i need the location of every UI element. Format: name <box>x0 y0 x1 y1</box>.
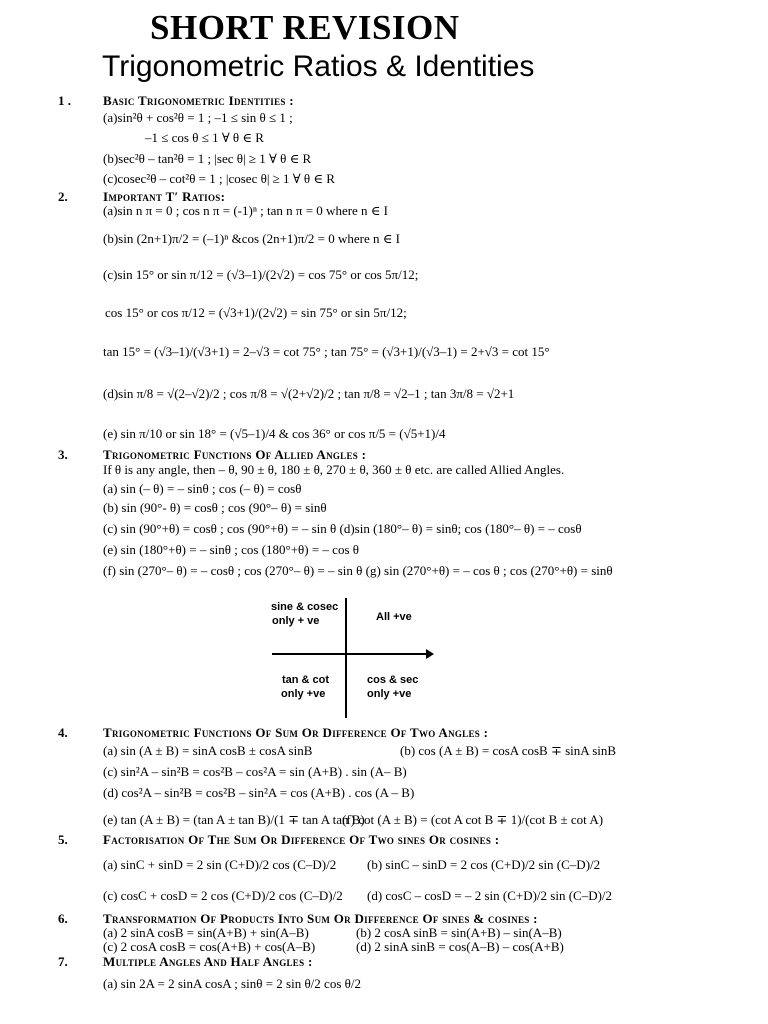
quadrant-2-label: only + ve <box>272 615 320 627</box>
quadrant-4-label: cos & sec <box>367 674 419 686</box>
section-number: 2. <box>58 189 68 204</box>
identity-line: (c)sin 15° or sin π/12 = (√3–1)/(2√2) = cos 75° or cos 5π/12; <box>103 267 419 282</box>
section-number: 3. <box>58 447 68 462</box>
quadrant-3-label: tan & cot <box>282 674 330 686</box>
section-number: 5. <box>58 832 68 847</box>
identity-line: (b)sec²θ – tan²θ = 1 ; |sec θ| ≥ 1 ∀ θ ∈ R <box>103 151 312 166</box>
identity-line: tan 15° = (√3–1)/(√3+1) = 2–√3 = cot 75° ; tan 75° = (√3+1)/(√3–1) = 2+√3 = cot 15° <box>103 344 550 359</box>
page-title: SHORT REVISION <box>150 8 460 47</box>
identity-line: (e) sin (180°+θ) = – sinθ ; cos (180°+θ) = – cos θ <box>103 542 359 557</box>
identity-line: cos 15° or cos π/12 = (√3+1)/(2√2) = sin 75° or sin 5π/12; <box>105 305 407 320</box>
identity-line: (a) 2 sinA cosB = sin(A+B) + sin(A–B) <box>103 925 309 940</box>
identity-line: (a)sin n π = 0 ; cos n π = (-1)ⁿ ; tan n π = 0 where n ∈ I <box>103 203 389 218</box>
section-heading: Transformation Of Products Into Sum Or Difference Of sines & cosines : <box>103 911 538 926</box>
identity-line: (b) 2 cosA sinB = sin(A+B) – sin(A–B) <box>356 925 562 940</box>
section-number: 6. <box>58 911 68 926</box>
identity-line: (d) 2 sinA sinB = cos(A–B) – cos(A+B) <box>356 939 564 954</box>
identity-line: (e) sin π/10 or sin 18° = (√5–1)/4 & cos 36° or cos π/5 = (√5+1)/4 <box>103 426 446 441</box>
identity-line: (c) sin (90°+θ) = cosθ ; cos (90°+θ) = – sin θ (d)sin (180°– θ) = sinθ; cos (180°– θ) = – cosθ <box>103 521 582 536</box>
identity-line: (d) cosC – cosD = – 2 sin (C+D)/2 sin (C–D)/2 <box>367 888 613 903</box>
section-intro: If θ is any angle, then – θ, 90 ± θ, 180 ± θ, 270 ± θ, 360 ± θ etc. are called Allied Angles. <box>103 462 565 477</box>
quadrant-2-label: sine & cosec <box>271 601 339 613</box>
section-number: 7. <box>58 954 68 969</box>
section-heading: Trigonometric Functions Of Sum Or Difference Of Two Angles : <box>103 725 489 740</box>
vertical-axis <box>345 598 347 718</box>
identity-line: (c) 2 cosA cosB = cos(A+B) + cos(A–B) <box>103 939 316 954</box>
identity-line: (a) sinC + sinD = 2 sin (C+D)/2 cos (C–D)/2 <box>103 857 337 872</box>
identity-line: (c)cosec²θ – cot²θ = 1 ; |cosec θ| ≥ 1 ∀ θ ∈ R <box>103 171 335 186</box>
identity-line: (b) sinC – sinD = 2 cos (C+D)/2 sin (C–D)/2 <box>367 857 601 872</box>
section-heading: Trigonometric Functions Of Allied Angles : <box>103 447 367 462</box>
section-heading: Basic Trigonometric Identities : <box>103 93 294 108</box>
identity-line: (b)sin (2n+1)π/2 = (–1)ⁿ &cos (2n+1)π/2 = 0 where n ∈ I <box>103 231 400 246</box>
section-heading: Important T′ Ratios: <box>103 189 226 204</box>
arrow-head <box>426 649 434 659</box>
identity-line: (b) sin (90°- θ) = cosθ ; cos (90°– θ) = sinθ <box>103 500 327 515</box>
page-subtitle: Trigonometric Ratios & Identities <box>102 50 535 83</box>
section-number: 4. <box>58 725 68 740</box>
quadrant-3-label: only +ve <box>281 688 326 700</box>
identity-line: (a) sin 2A = 2 sinA cosA ; sinθ = 2 sin θ/2 cos θ/2 <box>103 976 361 991</box>
identity-line: (f) cot (A ± B) = (cot A cot B ∓ 1)/(cot B ± cot A) <box>342 812 604 827</box>
identity-line: (a)sin²θ + cos²θ = 1 ; –1 ≤ sin θ ≤ 1 ; <box>103 110 293 125</box>
quadrant-diagram <box>270 598 436 718</box>
section-heading: Factorisation Of The Sum Or Difference Of Two sines Or cosines : <box>103 832 500 847</box>
section-number: 1 . <box>58 93 71 108</box>
section-heading: Multiple Angles And Half Angles : <box>103 954 313 969</box>
identity-line: (e) tan (A ± B) = (tan A ± tan B)/(1 ∓ tan A tan B) <box>103 812 365 827</box>
identity-line: (a) sin (A ± B) = sinA cosB ± cosA sinB <box>103 743 313 758</box>
horizontal-axis <box>272 653 428 655</box>
identity-line: (c) sin²A – sin²B = cos²B – cos²A = sin (A+B) . sin (A– B) <box>103 764 407 779</box>
identity-line: (a) sin (– θ) = – sinθ ; cos (– θ) = cosθ <box>103 481 302 496</box>
identity-line: –1 ≤ cos θ ≤ 1 ∀ θ ∈ R <box>145 130 264 145</box>
identity-line: (d) cos²A – sin²B = cos²B – sin²A = cos (A+B) . cos (A – B) <box>103 785 415 800</box>
quadrant-1-label: All +ve <box>376 611 412 623</box>
identity-line: (d)sin π/8 = √(2–√2)/2 ; cos π/8 = √(2+√2)/2 ; tan π/8 = √2–1 ; tan 3π/8 = √2+1 <box>103 386 515 401</box>
identity-line: (c) cosC + cosD = 2 cos (C+D)/2 cos (C–D)/2 <box>103 888 343 903</box>
identity-line: (b) cos (A ± B) = cosA cosB ∓ sinA sinB <box>400 743 617 758</box>
identity-line: (f) sin (270°– θ) = – cosθ ; cos (270°– θ) = – sin θ (g) sin (270°+θ) = – cos θ ; cos (270°+θ) = sinθ <box>103 563 613 578</box>
quadrant-4-label: only +ve <box>367 688 412 700</box>
